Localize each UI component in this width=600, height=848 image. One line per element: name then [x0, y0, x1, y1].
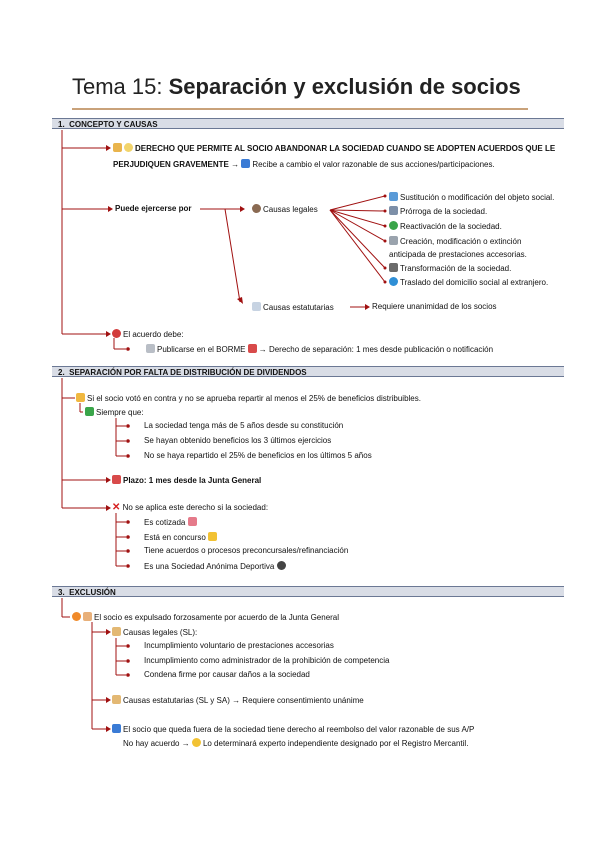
document-icon [389, 236, 398, 245]
book-icon [241, 159, 250, 168]
s3-legales-label: Causas legales (SL): [112, 627, 197, 638]
globe-icon [389, 277, 398, 286]
legal-item: Traslado del domicilio social al extranjero. [389, 277, 548, 288]
section-number: 3. [58, 588, 65, 597]
title-main: Separación y exclusión de socios [168, 74, 521, 99]
s3-reembolso: El socio que queda fuera de la sociedad tiene derecho al reembolso del valor razonable de sus A/P [112, 724, 474, 735]
no-item: Tiene acuerdos o procesos preconcursales/refinanciación [144, 546, 349, 555]
definition-line-1: DERECHO QUE PERMITE AL SOCIO ABANDONAR LA SOCIEDAD CUANDO SE ADOPTEN ACUERDOS QUE LE [113, 143, 555, 154]
s2-intro: Si el socio votó en contra y no se aprueba repartir al menos el 25% de beneficios distribuibles. [76, 393, 421, 404]
swap-icon [389, 192, 398, 201]
thinking-face-icon [192, 738, 201, 747]
s3-intro: El socio es expulsado forzosamente por acuerdo de la Junta General [72, 612, 339, 623]
section-number: 1. [58, 120, 65, 129]
pointing-hand-icon [76, 393, 85, 402]
angry-face-icon [72, 612, 81, 621]
cross-icon: ✕ [112, 502, 121, 513]
calendar-icon [112, 475, 121, 484]
siempre-label: Siempre que: [85, 407, 144, 418]
s3-estatutarias: Causas estatutarias (SL y SA) → Requiere consentimiento unánime [112, 695, 364, 706]
hand-icon [83, 612, 92, 621]
scroll-icon [112, 627, 121, 636]
legal-item: Creación, modificación o extinción [389, 236, 521, 247]
book-icon [112, 724, 121, 733]
no-item: Está en concurso [144, 532, 219, 543]
tools-icon [389, 263, 398, 272]
siempre-item: No se haya repartido el 25% de beneficios en los últimos 5 años [144, 451, 372, 460]
siempre-item: La sociedad tenga más de 5 años desde su constitución [144, 421, 344, 430]
legal-item: Transformación de la sociedad. [389, 263, 511, 274]
legal-item-continued: anticipada de prestaciones accesorias. [389, 250, 527, 259]
sun-icon [124, 143, 133, 152]
acuerdo-item: Publicarse en el BORME → Derecho de separación: 1 mes desde publicación o notificación [146, 344, 493, 355]
legal-item: Reactivación de la sociedad. [389, 221, 502, 232]
causas-legales-label: Causas legales [252, 204, 318, 215]
s3-legal-item: Incumplimiento voluntario de prestaciones accesorias [144, 641, 334, 650]
warning-icon [208, 532, 217, 541]
section-label: SEPARACIÓN POR FALTA DE DISTRIBUCIÓN DE DIVIDENDOS [69, 368, 307, 377]
s3-no-acuerdo: No hay acuerdo → Lo determinará experto independiente designado por el Registro Mercantil. [123, 739, 469, 748]
chart-icon [188, 517, 197, 526]
legal-item: Sustitución o modificación del objeto social. [389, 192, 554, 203]
s3-legal-item: Incumplimiento como administrador de la prohibición de competencia [144, 656, 390, 665]
pushpin-icon [112, 329, 121, 338]
acuerdo-label: El acuerdo debe: [112, 329, 184, 340]
section-label: CONCEPTO Y CAUSAS [69, 120, 158, 129]
section-label: EXCLUSIÓN [69, 588, 116, 597]
definition-line-2: PERJUDIQUEN GRAVEMENTE → Recibe a cambio el valor razonable de sus acciones/participaciones. [113, 160, 495, 169]
soccer-ball-icon [277, 561, 286, 570]
scroll-icon [252, 302, 261, 311]
scroll-icon [112, 695, 121, 704]
no-item: Es cotizada [144, 517, 199, 528]
newspaper-icon [146, 344, 155, 353]
recycle-icon [389, 221, 398, 230]
no-aplica-label: ✕ No se aplica este derecho si la sociedad: [112, 502, 269, 513]
s3-legal-item: Condena firme por causar daños a la sociedad [144, 670, 310, 679]
causas-estatutarias-label: Causas estatutarias [252, 302, 334, 313]
plazo-label: Plazo: 1 mes desde la Junta General [112, 475, 261, 486]
section-number: 2. [58, 368, 65, 377]
check-icon [85, 407, 94, 416]
legal-item: Prórroga de la sociedad. [389, 206, 487, 217]
no-item: Es una Sociedad Anónima Deportiva [144, 561, 288, 572]
walking-person-icon [113, 143, 122, 152]
estatutarias-result: Requiere unanimidad de los socios [372, 302, 497, 311]
title-prefix: Tema 15: [72, 74, 163, 99]
calendar-icon [389, 206, 398, 215]
puede-ejercerse-label: Puede ejercerse por [115, 204, 192, 213]
siempre-item: Se hayan obtenido beneficios los 3 últimos ejercicios [144, 436, 332, 445]
calendar-icon [248, 344, 257, 353]
judge-icon [252, 204, 261, 213]
